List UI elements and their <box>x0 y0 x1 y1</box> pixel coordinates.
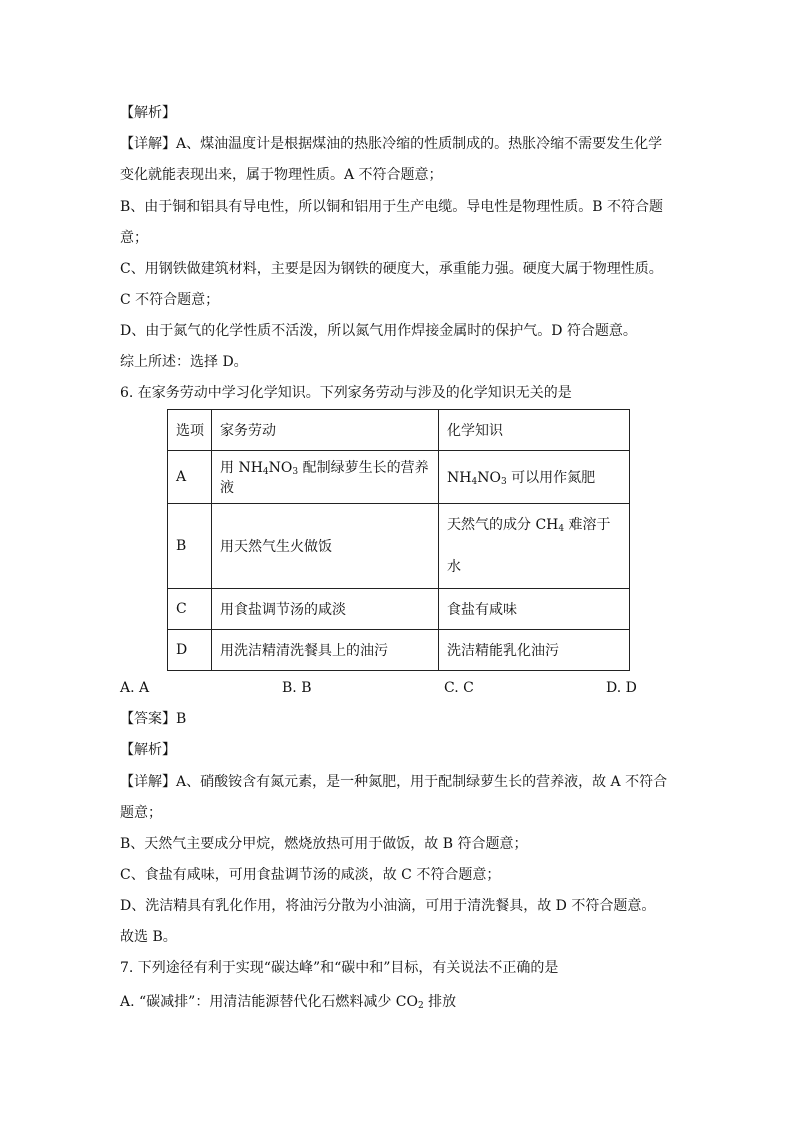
row-housework: 用洗洁精清洗餐具上的油污 <box>212 630 439 671</box>
analysis-heading: 【解析】 <box>120 105 176 121</box>
table-row <box>168 504 630 589</box>
row-label: D <box>168 630 212 671</box>
option-b: B. B <box>282 680 312 696</box>
row-label: C <box>168 589 212 630</box>
explanation-line: 【详解】A、硝酸铵含有氮元素，是一种氮肥，用于配制绿萝生长的营养液，故 A 不符合 <box>120 774 668 790</box>
row-chem-knowledge: 食盐有咸味 <box>439 589 630 630</box>
explanation-line: 变化就能表现出来，属于物理性质。A 不符合题意； <box>120 167 443 183</box>
option-c: C. C <box>444 680 474 696</box>
conclusion-line: 故选 B。 <box>120 929 177 945</box>
row-housework: 用天然气生火做饭 <box>212 504 439 589</box>
row-chem-knowledge: 天然气的成分 $CH_4$ 难溶于 水 <box>439 504 630 589</box>
explanation-line: B、由于铜和铝具有导电性，所以铜和铝用于生产电缆。导电性是物理性质。B 不符合题 <box>120 199 664 215</box>
conclusion-line: 综上所述：选择 D。 <box>120 354 248 370</box>
question-6-stem: 6. 在家务劳动中学习化学知识。下列家务劳动与涉及的化学知识无关的是 <box>120 385 572 401</box>
explanation-line: D、洗洁精具有乳化作用，将油污分散为小油滴，可用于清洗餐具，故 D 不符合题意。 <box>120 898 656 914</box>
explanation-line: 【详解】A、煤油温度计是根据煤油的热胀冷缩的性质制成的。热胀冷缩不需要发生化学 <box>120 136 663 152</box>
option-d: D. D <box>606 680 637 696</box>
row-housework: 用 $NH_4NO_3$ 配制绿萝生长的营养液 <box>212 451 439 504</box>
table-row <box>168 589 630 630</box>
explanation-line: D、由于氮气的化学性质不活泼，所以氮气用作焊接金属时的保护气。D 符合题意。 <box>120 323 637 339</box>
explanation-line: C、用钢铁做建筑材料，主要是因为钢铁的硬度大，承重能力强。硬度大属于物理性质。 <box>120 261 663 277</box>
answer-line: 【答案】B <box>120 711 187 727</box>
explanation-line: B、天然气主要成分甲烷，燃烧放热可用于做饭，故 B 符合题意； <box>120 836 528 852</box>
row-chem-knowledge: 洗洁精能乳化油污 <box>439 630 630 671</box>
explanation-line: C、食盐有咸味，可用食盐调节汤的咸淡，故 C 不符合题意； <box>120 867 501 883</box>
question-6-table <box>167 409 630 671</box>
row-chem-knowledge: $NH_4NO_3$ 可以用作氮肥 <box>439 451 630 504</box>
question-7-stem: 7. 下列途径有利于实现“碳达峰”和“碳中和”目标，有关说法不正确的是 <box>120 960 559 976</box>
question-7-option-a: A. “碳减排”：用清洁能源替代化石燃料减少 $CO_2$ 排放 <box>120 994 457 1011</box>
row-housework: 用食盐调节汤的咸淡 <box>212 589 439 630</box>
table-header-row <box>168 410 630 451</box>
header-chem-knowledge: 化学知识 <box>439 410 630 451</box>
header-option: 选项 <box>168 410 212 451</box>
header-housework: 家务劳动 <box>212 410 439 451</box>
table-row <box>168 630 630 671</box>
explanation-line: C 不符合题意； <box>120 292 220 308</box>
option-a: A. A <box>120 680 150 696</box>
explanation-line: 意； <box>120 230 148 246</box>
table-row <box>168 451 630 504</box>
row-label: B <box>168 504 212 589</box>
explanation-line: 题意； <box>120 805 162 821</box>
row-label: A <box>168 451 212 504</box>
analysis-heading: 【解析】 <box>120 742 176 758</box>
